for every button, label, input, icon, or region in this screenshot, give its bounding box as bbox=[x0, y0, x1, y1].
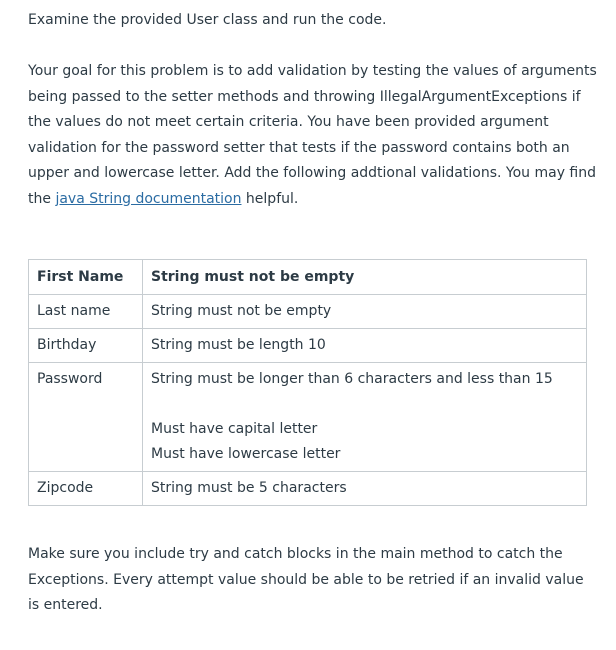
rule-spacer bbox=[151, 392, 578, 417]
validation-requirements-table bbox=[28, 259, 587, 506]
rule-password-lowercase: Must have lowercase letter bbox=[151, 446, 341, 462]
intro-paragraph: Examine the provided User class and run the code. bbox=[28, 12, 387, 28]
rule-zipcode-cell: String must be 5 characters bbox=[143, 472, 587, 506]
goal-text: Your goal for this problem is to add validation by testing the values of arguments being passed to the setter methods and throwing IllegalArgumentExceptions if the values do not meet certain criteria. You have been provided argument validation for the password setter that tests if the password contains both an upper and lowercase letter. Add the following addtional validations. You may find the bbox=[28, 63, 597, 207]
table-row bbox=[29, 363, 587, 472]
rule-password-cell bbox=[143, 363, 587, 472]
rule-password-capital: Must have capital letter bbox=[151, 421, 318, 437]
closing-paragraph: Make sure you include try and catch blocks in the main method to catch the Exceptions. Every attempt value should be able to be retried if an invalid value is entered. bbox=[28, 546, 584, 613]
goal-paragraph bbox=[28, 59, 598, 212]
rule-birthday-cell: String must be length 10 bbox=[143, 329, 587, 363]
java-string-documentation-link[interactable]: java String documentation bbox=[55, 190, 242, 207]
field-first-name-cell: First Name bbox=[29, 260, 143, 295]
table-row bbox=[29, 472, 587, 506]
field-zipcode-cell: Zipcode bbox=[29, 472, 143, 506]
table-row bbox=[29, 329, 587, 363]
rule-password-length: String must be longer than 6 characters and less than 15 bbox=[151, 371, 553, 387]
rule-first-name-cell: String must not be empty bbox=[143, 260, 587, 295]
field-last-name-cell: Last name bbox=[29, 295, 143, 329]
rule-last-name-cell: String must not be empty bbox=[143, 295, 587, 329]
table-header-row bbox=[29, 260, 587, 295]
field-password-cell: Password bbox=[29, 363, 143, 472]
table-row bbox=[29, 295, 587, 329]
goal-text-end: helpful. bbox=[241, 190, 299, 207]
field-birthday-cell: Birthday bbox=[29, 329, 143, 363]
